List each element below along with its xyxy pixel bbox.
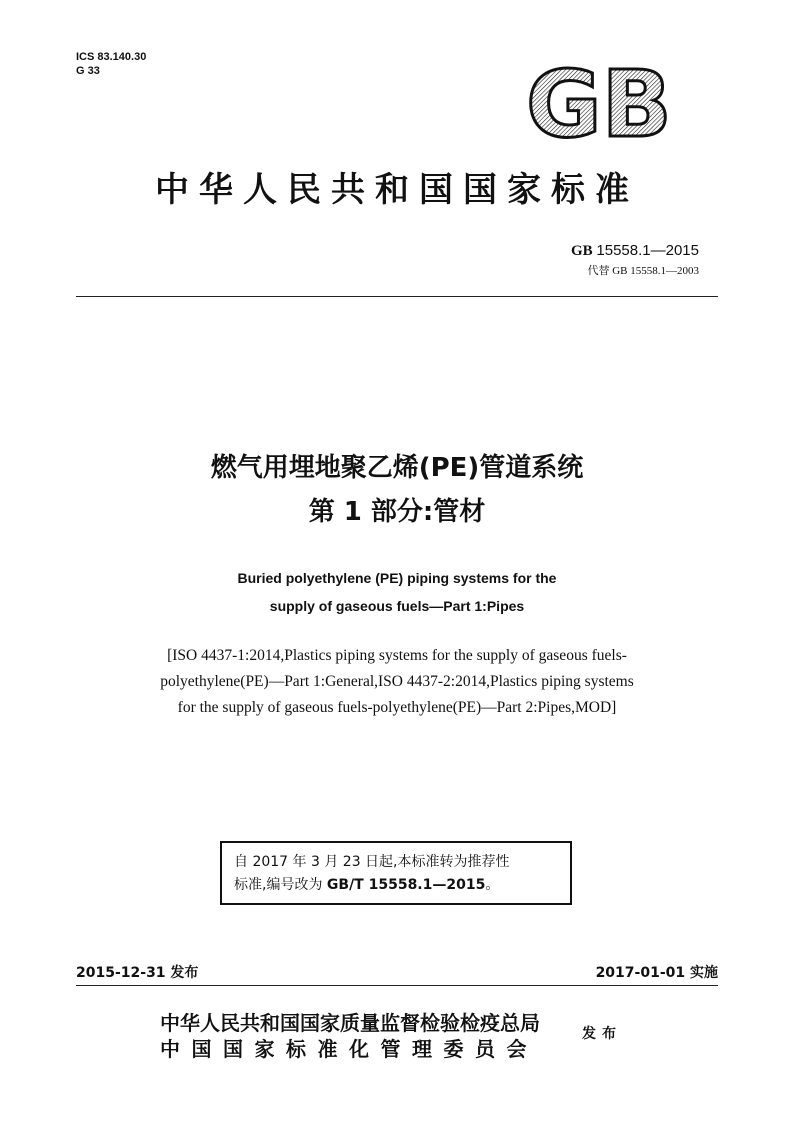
notice-new-code: GB/T 15558.1—2015 — [326, 877, 486, 893]
iso-reference-line3: for the supply of gaseous fuels-polyethylene(PE)—Part 2:Pipes,MOD] — [177, 699, 617, 716]
iso-reference — [76, 643, 718, 721]
iso-reference-line2: polyethylene(PE)—Part 1:General,ISO 4437-2:2014,Plastics piping systems — [160, 673, 634, 690]
gb-logo-text: GB — [526, 64, 672, 142]
chinese-title-line2: 第 1 部分:管材 — [308, 497, 486, 527]
english-title-line2: supply of gaseous fuels—Part 1:Pipes — [269, 598, 525, 614]
chinese-title — [0, 446, 794, 534]
english-title — [0, 564, 794, 620]
issuer-sac: 中国国家标准化管理委员会 — [160, 1037, 538, 1061]
standard-prefix: GB — [570, 243, 593, 259]
notice-line2-suffix: 。 — [485, 877, 500, 893]
notice-line2-prefix: 标准,编号改为 — [234, 877, 327, 893]
english-title-line1: Buried polyethylene (PE) piping systems for the — [237, 570, 557, 586]
standard-code: 15558.1—2015 — [596, 242, 699, 259]
classification-codes — [76, 50, 146, 78]
replaces-note: 代替 GB 15558.1—2003 — [587, 265, 699, 277]
ccs-code: G 33 — [76, 65, 100, 77]
national-standard-title: 中华人民共和国国家标准 — [155, 170, 639, 210]
status-notice-box — [220, 841, 572, 905]
header-divider — [76, 296, 718, 297]
publish-label: 发布 — [582, 1026, 622, 1042]
iso-reference-line1: [ISO 4437-1:2014,Plastics piping systems for the supply of gaseous fuels- — [167, 647, 627, 664]
issuer-aqsiq: 中华人民共和国国家质量监督检验检疫总局 — [160, 1011, 540, 1035]
notice-line2 — [234, 874, 558, 897]
notice-line1: 自 2017 年 3 月 23 日起,本标准转为推荐性 — [234, 854, 510, 870]
footer-divider — [76, 985, 718, 986]
issuing-authorities — [160, 1010, 540, 1062]
standard-number — [571, 242, 699, 260]
chinese-title-line1: 燃气用埋地聚乙烯(PE)管道系统 — [210, 453, 584, 483]
dates-row — [76, 962, 718, 982]
gb-logo — [520, 64, 678, 142]
issue-date: 2015-12-31 发布 — [76, 965, 199, 981]
ics-code: ICS 83.140.30 — [76, 51, 147, 63]
effective-date: 2017-01-01 实施 — [595, 965, 718, 981]
standard-number-block — [571, 242, 699, 278]
